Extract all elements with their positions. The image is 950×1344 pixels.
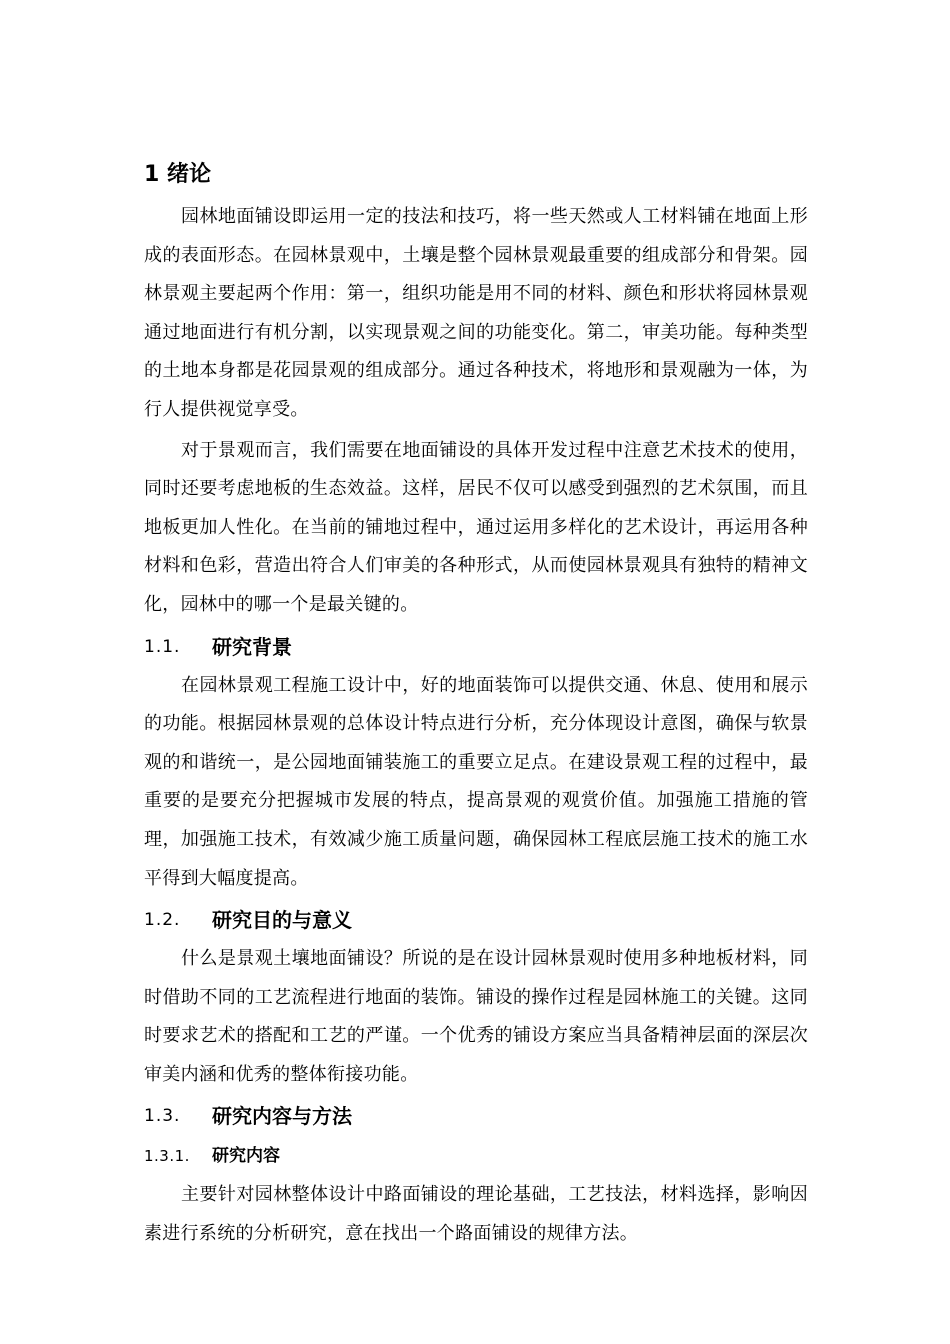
- intro-paragraph-2: 对于景观而言，我们需要在地面铺设的具体开发过程中注意艺术技术的使用，同时还要考虑地板的生态效益。这样，居民不仅可以感受到强烈的艺术氛围，而且地板更加人性化。在当前的铺地过程中，通过运用多样化的艺术设计，再运用各种材料和色彩，营造出符合人们审美的各种形式，从而使园林景观具有独特的精神文化，园林中的哪一个是最关键的。: [144, 439, 808, 615]
- subsection-number: 1.3.1.: [144, 1147, 190, 1166]
- section-heading-1-3: [144, 1096, 808, 1136]
- subsection-title: 研究内容: [212, 1146, 280, 1167]
- intro-paragraph-1: 园林地面铺设即运用一定的技法和技巧，将一些天然或人工材料铺在地面上形成的表面形态。在园林景观中，土壤是整个园林景观最重要的组成部分和骨架。园林景观主要起两个作用：第一，组织功能是用不同的材料、颜色和形状将园林景观通过地面进行有机分割，以实现景观之间的功能变化。第二，审美功能。每种类型的土地本身都是花园景观的组成部分。通过各种技术，将地形和景观融为一体，为行人提供视觉享受。: [144, 206, 808, 420]
- section-number: 1.3.: [144, 1106, 181, 1127]
- document-body: [144, 156, 808, 1256]
- content-paragraph: 主要针对园林整体设计中路面铺设的理论基础，工艺技法，材料选择，影响因素进行系统的分析研究，意在找出一个路面铺设的规律方法。: [144, 1184, 808, 1245]
- section-number: 1.1.: [144, 636, 181, 657]
- subsection-heading-1-3-1: [144, 1136, 808, 1176]
- purpose-paragraph: 什么是景观土壤地面铺设？所说的是在设计园林景观时使用多种地板材料，同时借助不同的工艺流程进行地面的装饰。铺设的操作过程是园林施工的关键。这同时要求艺术的搭配和工艺的严谨。一个优秀的铺设方案应当具备精神层面的深层次审美内涵和优秀的整体衔接功能。: [144, 948, 808, 1085]
- background-paragraph: 在园林景观工程施工设计中，好的地面装饰可以提供交通、休息、使用和展示的功能。根据园林景观的总体设计特点进行分析，充分体现设计意图，确保与软景观的和谐统一，是公园地面铺装施工的重要立足点。在建设景观工程的过程中，最重要的是要充分把握城市发展的特点，提高景观的观赏价值。加强施工措施的管理，加强施工技术，有效减少施工质量问题，确保园林工程底层施工技术的施工水平得到大幅度提高。: [144, 674, 808, 889]
- chapter-title: 1 绪论: [144, 162, 211, 187]
- section-title: 研究目的与意义: [212, 908, 352, 933]
- section-number: 1.2.: [144, 910, 181, 931]
- section-title: 研究背景: [212, 634, 292, 659]
- section-heading-1-2: [144, 900, 808, 940]
- section-heading-1-1: [144, 627, 808, 667]
- section-title: 研究内容与方法: [212, 1104, 352, 1129]
